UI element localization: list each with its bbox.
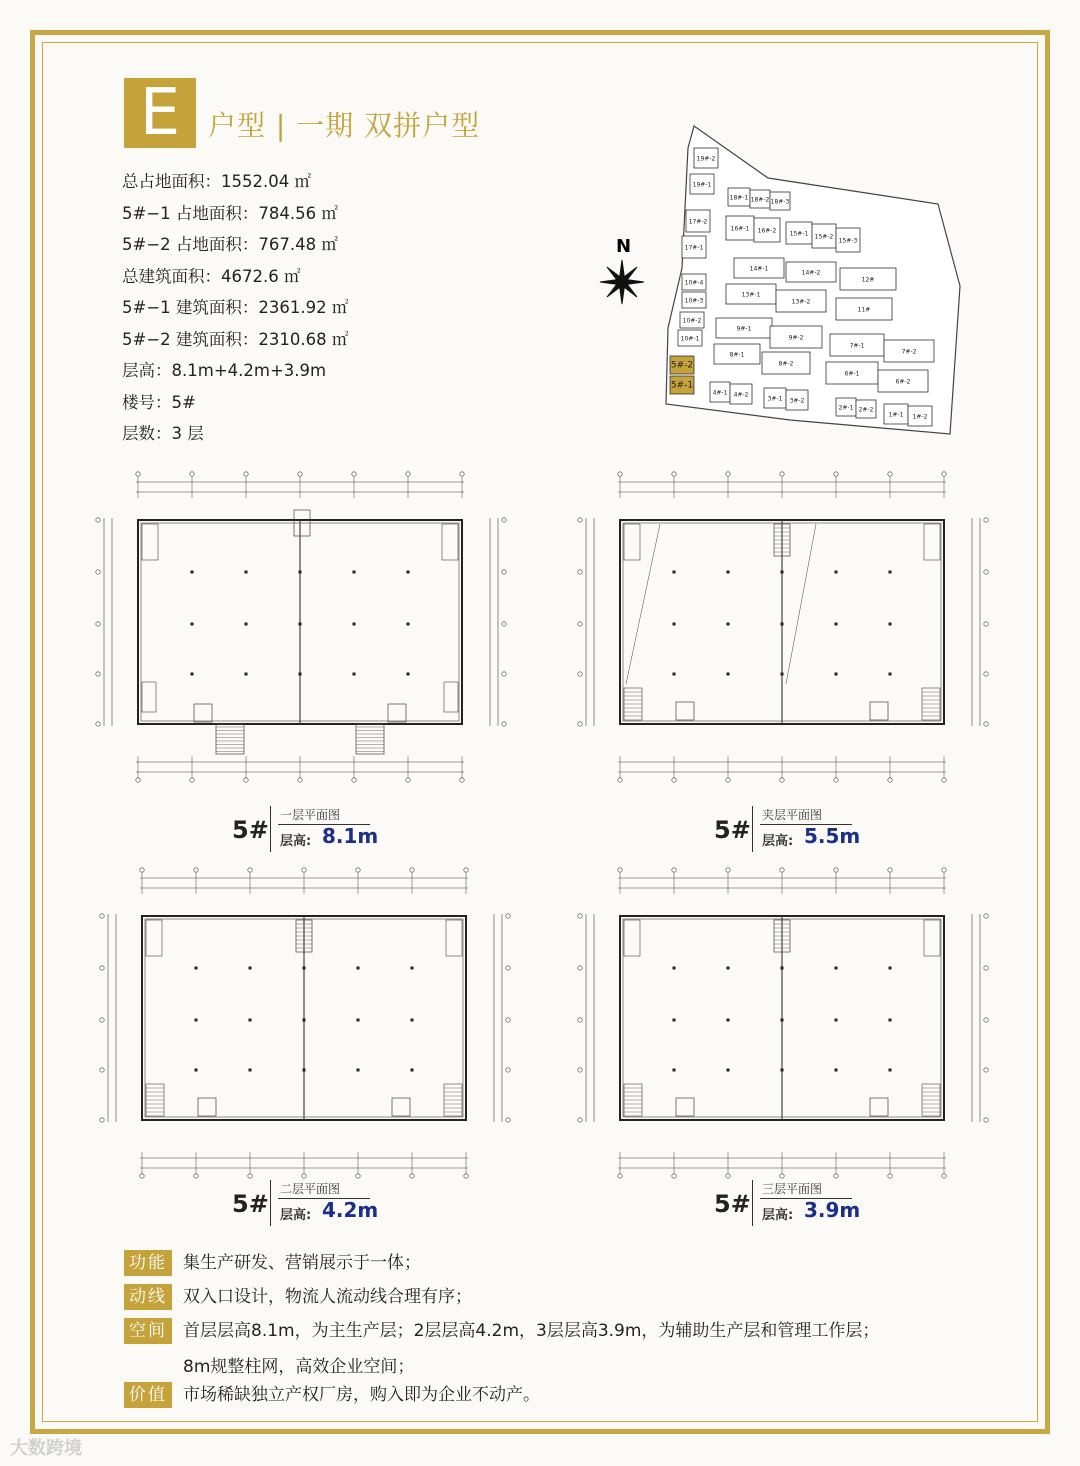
site-unit-label: 17#-2 <box>688 218 708 226</box>
floor-plan-2 <box>94 858 514 1188</box>
site-unit-label: 10#-2 <box>682 317 702 325</box>
site-unit-label: 1#-2 <box>912 413 928 421</box>
floor-plan-1 <box>90 462 510 792</box>
site-unit-label: 10#-4 <box>684 279 704 287</box>
site-unit-label: 4#-2 <box>733 391 749 399</box>
height-label: 层高: <box>280 1208 312 1223</box>
spec-list <box>122 166 348 450</box>
feature-tag: 价值 <box>124 1382 172 1408</box>
site-unit-label: 8#-2 <box>778 360 794 368</box>
site-unit-label: 16#-1 <box>730 225 750 233</box>
feature-tag: 动线 <box>124 1284 172 1310</box>
divider <box>752 1180 753 1226</box>
site-unit-label: 13#-2 <box>791 298 811 306</box>
site-unit-label: 1#-1 <box>888 411 904 419</box>
feature-text: 8m规整柱网，高效企业空间； <box>183 1357 415 1377</box>
site-unit-label: 11# <box>857 306 871 314</box>
spec-item: 5#−2 占地面积：767.48 ㎡ <box>122 235 338 254</box>
height-label: 层高: <box>762 834 794 849</box>
feature-text: 首层层高8.1m，为主生产层；2层层高4.2m，3层层高3.9m，为辅助生产层和管理工作层； <box>183 1321 880 1341</box>
site-unit-label: 12# <box>861 276 875 284</box>
site-unit-label: 3#-1 <box>767 395 783 403</box>
site-unit-label: 6#-1 <box>844 370 860 378</box>
spec-item: 层数：3 层 <box>122 424 204 443</box>
site-unit-label: 14#-1 <box>749 265 769 273</box>
site-unit-label: 18#-1 <box>729 194 749 202</box>
spec-item: 总占地面积：1552.04 ㎡ <box>122 172 311 191</box>
floor-plan-mezzanine <box>572 462 992 792</box>
site-plan <box>590 118 970 448</box>
spec-item: 5#−1 建筑面积：2361.92 ㎡ <box>122 298 349 317</box>
spec-item: 层高：8.1m+4.2m+3.9m <box>122 361 327 380</box>
spec-item: 总建筑面积：4672.6 ㎡ <box>122 266 301 286</box>
site-unit-label: 15#-3 <box>838 237 858 245</box>
site-unit-label: 15#-2 <box>814 233 834 241</box>
site-unit-label: 8#-1 <box>729 351 745 359</box>
site-unit-label: 19#-2 <box>696 155 716 163</box>
height-label: 层高: <box>762 1208 794 1223</box>
divider <box>270 806 271 852</box>
feature-text: 双入口设计，物流人流动线合理有序； <box>183 1287 472 1307</box>
site-unit-label: 9#-1 <box>736 325 752 333</box>
plan-label-3 <box>714 1180 974 1230</box>
site-unit-label: 6#-2 <box>895 378 911 386</box>
spec-item: 5#−1 占地面积：784.56 ㎡ <box>122 203 338 223</box>
feature-text: 集生产研发、营销展示于一体； <box>183 1253 421 1273</box>
type-badge: E <box>124 78 196 148</box>
site-unit-label: 5#-2 <box>670 360 694 371</box>
site-unit-label: 4#-1 <box>712 389 728 397</box>
feature-tag: 功能 <box>124 1250 172 1276</box>
site-unit-label: 13#-1 <box>741 291 761 299</box>
site-unit-label: 18#-2 <box>750 196 770 204</box>
height-value: 5.5m <box>804 824 861 848</box>
plan-drawing <box>578 472 988 782</box>
plan-name: 二层平面图 <box>280 1182 341 1196</box>
feature-text: 市场稀缺独立产权厂房，购入即为企业不动产。 <box>183 1385 540 1405</box>
site-unit-label: 16#-2 <box>757 227 777 235</box>
site-unit-label: 19#-1 <box>692 181 712 189</box>
plan-label-2 <box>232 1180 492 1230</box>
building-number: 5# <box>232 1190 269 1218</box>
watermark: 大数跨境 <box>10 1438 82 1459</box>
plan-drawing <box>96 472 506 782</box>
site-unit-label: 3#-2 <box>789 397 805 405</box>
plan-drawing <box>100 868 510 1178</box>
height-value: 3.9m <box>804 1198 861 1222</box>
plan-drawing <box>578 868 988 1178</box>
site-unit-label: 2#-2 <box>858 406 874 414</box>
divider <box>270 1180 271 1226</box>
site-unit-label: 5#-1 <box>670 380 694 391</box>
plan-name: 一层平面图 <box>280 808 341 822</box>
building-number: 5# <box>232 816 269 844</box>
site-unit-label: 15#-1 <box>789 230 809 238</box>
site-unit-label: 18#-3 <box>770 198 790 206</box>
compass-icon <box>600 260 644 304</box>
site-unit-label: 17#-1 <box>684 244 704 252</box>
building-number: 5# <box>714 1190 751 1218</box>
page-title: 户型 | 一期 双拼户型 <box>208 109 481 142</box>
site-unit-label: 7#-2 <box>901 348 917 356</box>
building-number: 5# <box>714 816 751 844</box>
site-unit-label: 2#-1 <box>838 404 854 412</box>
site-unit-label: 7#-1 <box>849 342 865 350</box>
site-unit-label: 14#-2 <box>801 269 821 277</box>
north-label: N <box>616 236 632 257</box>
site-unit-label: 10#-3 <box>684 297 704 305</box>
plan-label-1 <box>232 806 492 856</box>
spec-item: 楼号：5# <box>122 392 196 412</box>
feature-tag: 空间 <box>124 1318 172 1344</box>
plan-name: 三层平面图 <box>762 1182 823 1196</box>
plan-label-mezzanine <box>714 806 974 856</box>
height-label: 层高: <box>280 834 312 849</box>
site-unit-label: 9#-2 <box>788 334 804 342</box>
spec-item: 5#−2 建筑面积：2310.68 ㎡ <box>122 329 349 349</box>
divider <box>752 806 753 852</box>
height-value: 8.1m <box>322 824 379 848</box>
height-value: 4.2m <box>322 1198 379 1222</box>
plan-name: 夹层平面图 <box>762 808 823 822</box>
floor-plan-3 <box>572 858 992 1188</box>
site-unit-label: 10#-1 <box>680 335 700 343</box>
